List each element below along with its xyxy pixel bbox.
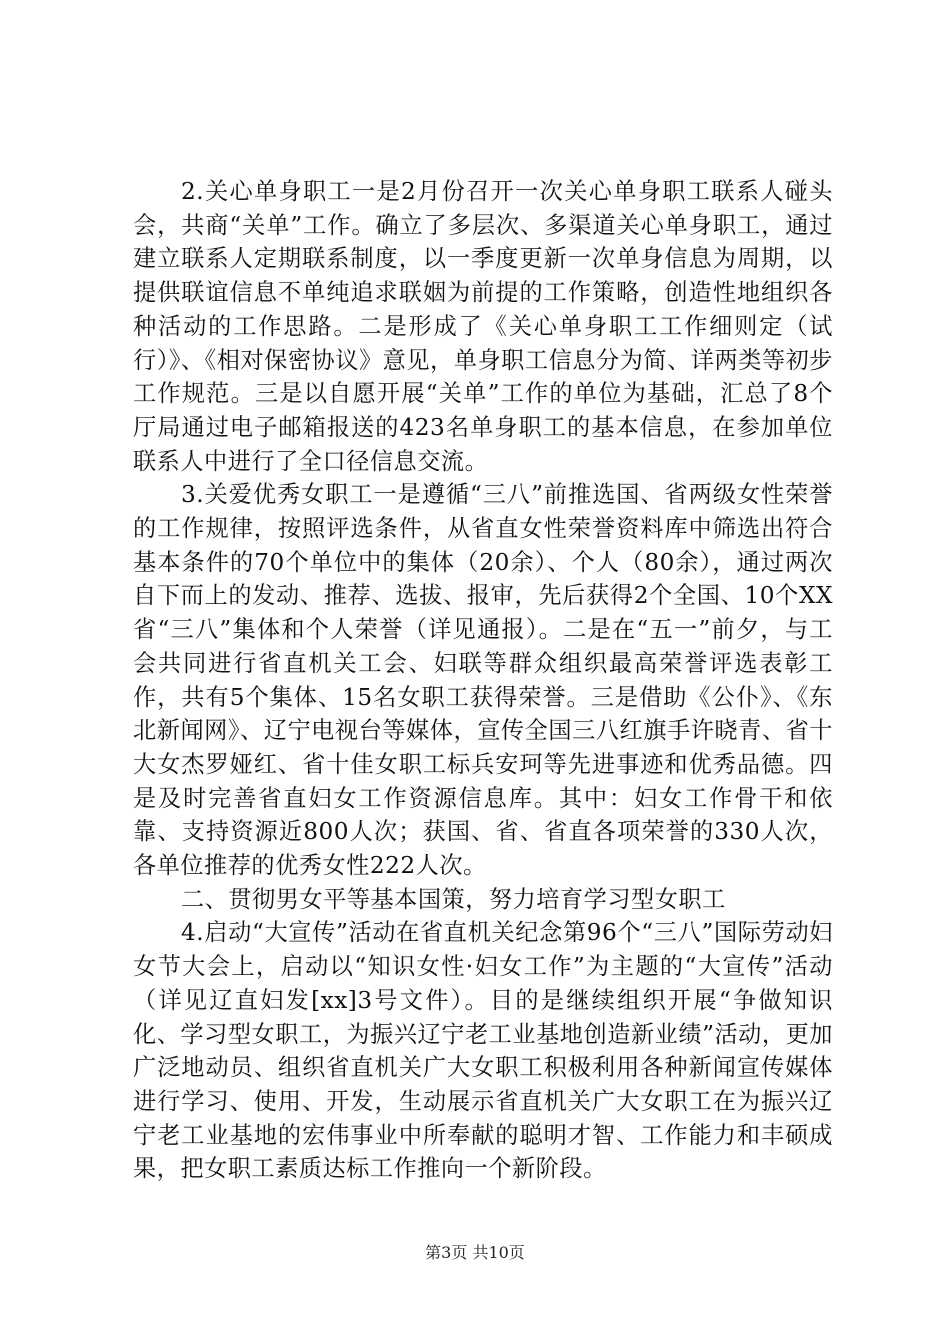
document-body bbox=[133, 175, 833, 1186]
paragraph-care-outstanding-female-staff: 3.关爱优秀女职工一是遵循“三八”前推选国、省两级女性荣誉的工作规律，按照评选条件，从省直女性荣誉资料库中筛选出符合基本条件的70个单位中的集体（20余）、个人（80余），通过两次自下而上的发动、推荐、选拔、报审，先后获得2个全国、10个XX省“三八”集体和个人荣誉（详见通报）。二是在“五一”前夕，与工会共同进行省直机关工会、妇联等群众组织最高荣誉评选表彰工作，共有5个集体、15名女职工获得荣誉。三是借助《公仆》、《东北新闻网》、辽宁电视台等媒体，宣传全国三八红旗手许晓青、省十大女杰罗娅红、省十佳女职工标兵安珂等先进事迹和优秀品德。四是及时完善省直妇女工作资源信息库。其中：妇女工作骨干和依靠、支持资源近800人次；获国、省、省直各项荣誉的330人次，各单位推荐的优秀女性222人次。 bbox=[133, 481, 833, 880]
paragraph-care-single-staff: 2.关心单身职工一是2月份召开一次关心单身职工联系人碰头会，共商“关单”工作。确立了多层次、多渠道关心单身职工，通过建立联系人定期联系制度，以一季度更新一次单身信息为周期，以提供联谊信息不单纯追求联姻为前提的工作策略，创造性地组织各种活动的工作思路。二是形成了《关心单身职工工作细则定（试行）》、《相对保密协议》意见，单身职工信息分为简、详两类等初步工作规范。三是以自愿开展“关单”工作的单位为基础，汇总了8个厅局通过电子邮箱报送的423名单身职工的基本信息，在参加单位联系人中进行了全口径信息交流。 bbox=[133, 178, 833, 475]
section-heading-gender-equality: 二、贯彻男女平等基本国策，努力培育学习型女职工 bbox=[181, 885, 726, 913]
paragraph-publicity-campaign: 4.启动“大宣传”活动在省直机关纪念第96个“三八”国际劳动妇女节大会上，启动以“知识女性·妇女工作”为主题的“大宣传”活动（详见辽直妇发[xx]3号文件）。目的是继续组织开展“争做知识化、学习型女职工，为振兴辽宁老工业基地创造新业绩”活动，更加广泛地动员、组织省直机关广大女职工积极利用各种新闻宣传媒体进行学习、使用、开发，生动展示省直机关广大女职工在为振兴辽宁老工业基地的宏伟事业中所奉献的聪明才智、工作能力和丰硕成果，把女职工素质达标工作推向一个新阶段。 bbox=[133, 919, 833, 1183]
page-number-footer: 第3页 共10页 bbox=[425, 1243, 525, 1262]
